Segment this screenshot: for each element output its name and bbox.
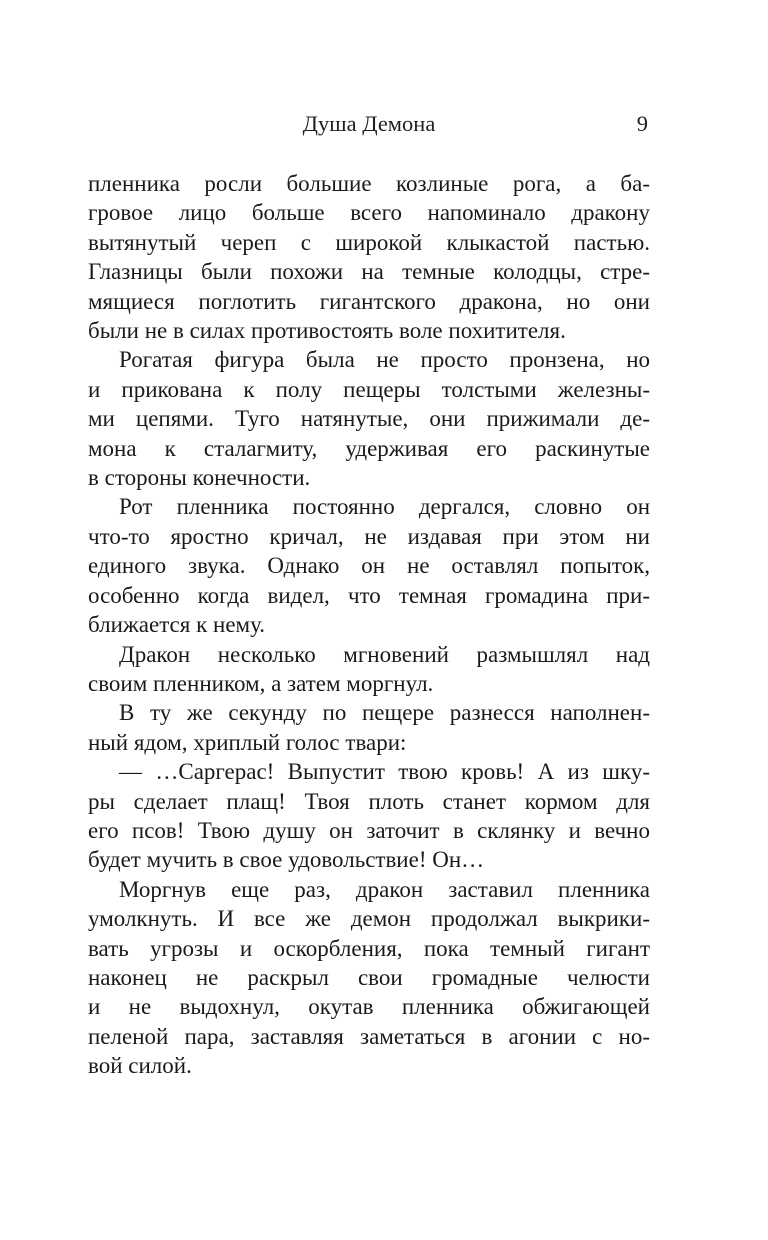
text-line: В ту же секунду по пещере разнесся наполнен- [119,700,650,726]
text-line: мящиеся поглотить гигантского дракона, но они [88,288,650,314]
text-line: пленника росли большие козлиные рога, а ба- [88,171,650,196]
text-line: особенно когда видел, что темная громадина при- [88,582,650,608]
text-line: ближается к нему. [88,612,266,638]
body-text [88,169,650,1081]
paragraph [88,492,650,639]
text-line: в стороны конечности. [88,465,311,491]
text-line: вать угрозы и оскорбления, пока темный гигант [88,935,650,961]
text-line: ный ядом, хриплый голос твари: [88,729,407,755]
paragraph [88,698,650,757]
text-line: будет мучить в свое удовольствие! Он… [88,847,485,873]
text-line: Дракон несколько мгновений размышлял над [119,641,650,667]
text-line: пеленой пара, заставляя заметаться в агонии с но- [88,1023,650,1049]
text-line: ми цепями. Туго натянутые, они прижимали де- [88,406,650,432]
text-line: ры сделает плащ! Твоя плоть станет кормом для [88,788,650,814]
text-line: и прикована к полу пещеры толстыми железны- [88,376,650,402]
page-number: 9 [636,111,648,136]
text-line: единого звука. Однако он не оставлял попыток, [88,553,650,579]
text-line: Глазницы были похожи на темные колодцы, стре- [88,259,650,285]
text-line: были не в силах противостоять воле похитителя. [88,318,566,344]
running-title: Душа Демона [302,111,436,136]
text-line: и не выдохнул, окутав пленника обжигающей [88,994,650,1020]
text-line: умолкнуть. И все же демон продолжал выкрики- [88,906,650,932]
text-line: что-то яростно кричал, не издавая при этом ни [88,523,650,549]
paragraph [88,345,650,492]
text-line: наконец не раскрыл свои громадные челюсти [88,964,650,990]
paragraph [88,757,650,875]
text-line: своим пленником, а затем моргнул. [88,670,434,696]
text-line: гровое лицо больше всего напоминало дракону [88,200,650,226]
text-line: вытянутый череп с широкой клыкастой пастью. [88,229,650,255]
paragraph [88,875,650,1081]
running-header [88,110,650,140]
text-line: — …Саргерас! Выпустит твою кровь! А из шку- [119,759,650,785]
text-line: Рогатая фигура была не просто пронзена, но [119,347,650,373]
text-line: вой силой. [88,1053,192,1079]
text-line: мона к сталагмиту, удерживая его раскинутые [88,435,650,461]
text-line: его псов! Твою душу он заточит в склянку и вечно [88,817,650,843]
paragraph [88,640,650,699]
paragraph [88,169,650,345]
text-line: Моргнув еще раз, дракон заставил пленника [119,876,650,902]
text-line: Рот пленника постоянно дергался, словно он [119,494,650,520]
